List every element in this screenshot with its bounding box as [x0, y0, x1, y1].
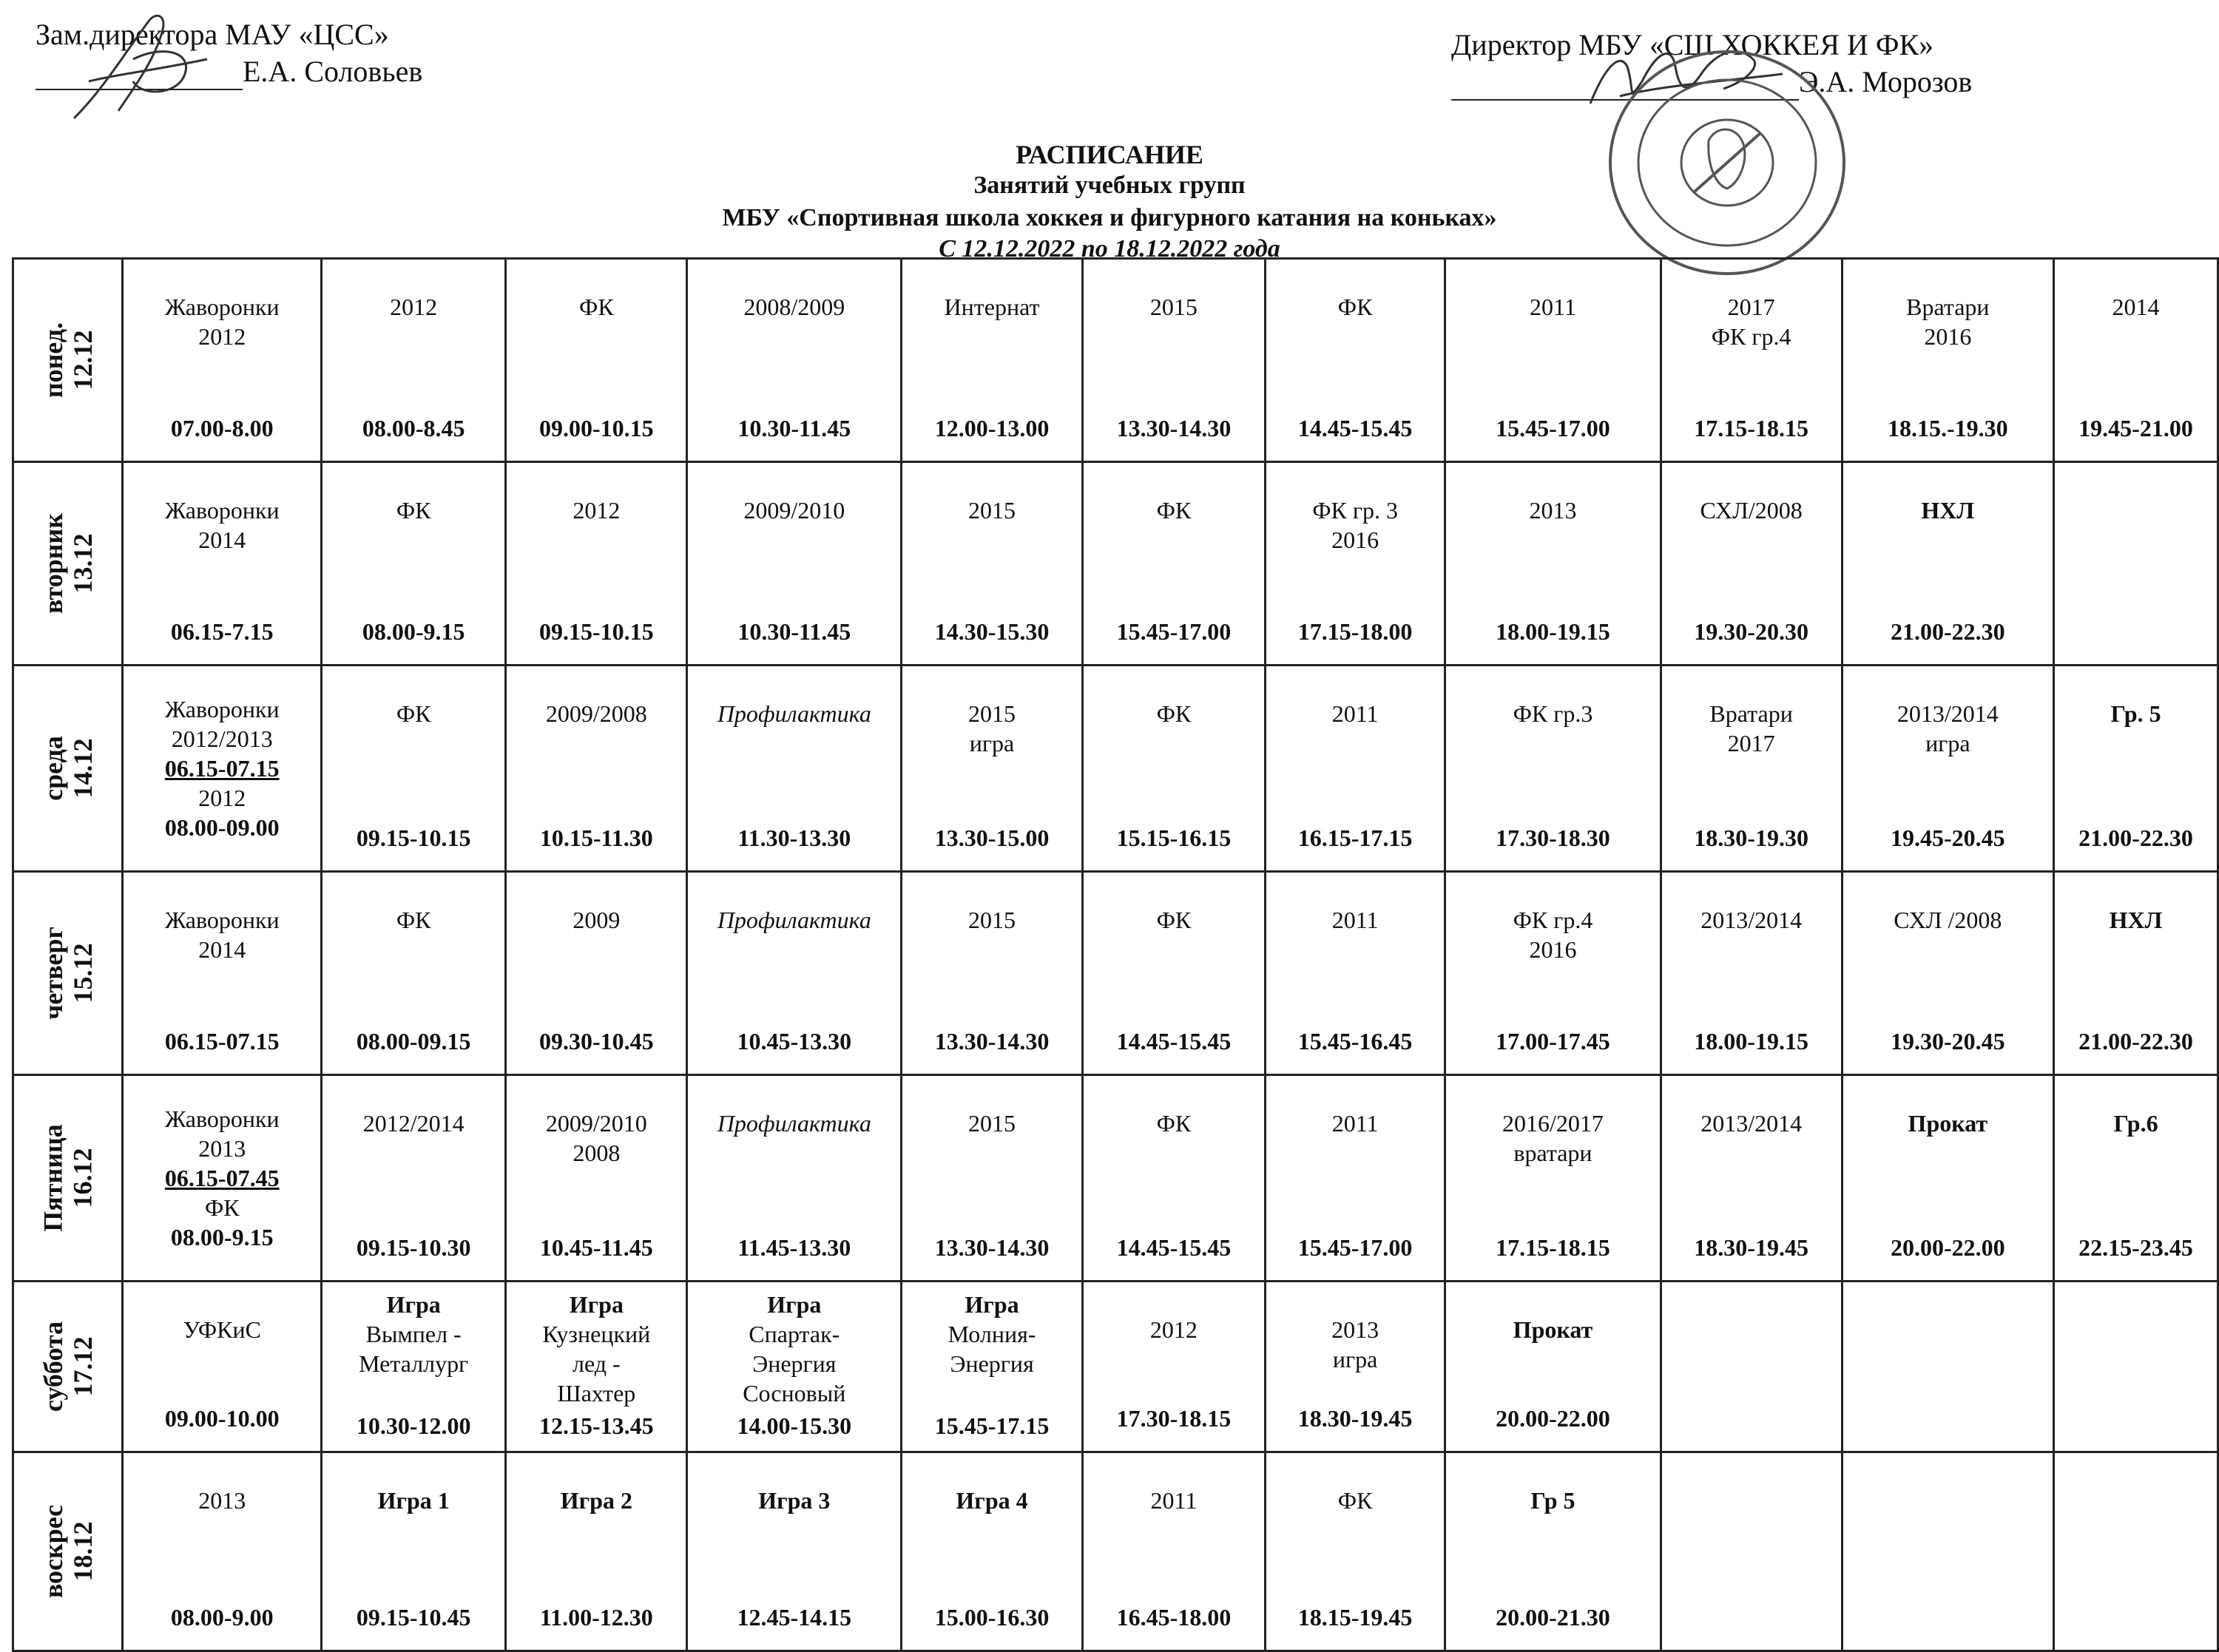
schedule-cell: [1842, 872, 2053, 1075]
session-time: 14.45-15.45: [1297, 415, 1413, 441]
schedule-heading: РАСПИСАНИЕ: [1016, 140, 1203, 169]
group-label: 2013: [198, 1487, 246, 1514]
group-label: СХЛ /2008: [1894, 907, 2002, 933]
group-label: Жаворонки 2014: [164, 907, 280, 963]
approval-left-name: Е.А. Соловьев: [243, 55, 423, 88]
session-time: 07.00-8.00: [170, 415, 274, 441]
schedule-cell: [1265, 666, 1445, 872]
session-time: 13.30-14.30: [1116, 415, 1232, 441]
day-name: суббота: [38, 1321, 68, 1412]
session-time: 13.30-14.30: [934, 1234, 1050, 1261]
schedule-cell: [123, 462, 322, 666]
group-label: ФК: [1156, 1110, 1192, 1137]
group-label: Профилактика: [717, 907, 871, 933]
group-label: Жаворонки 2012: [164, 294, 280, 350]
schedule-cell: [687, 462, 902, 666]
session-time: 14.30-15.30: [934, 618, 1050, 645]
schedule-cell: [322, 1282, 506, 1452]
session-time-secondary: 08.00-09.00: [164, 814, 280, 841]
session-time: 20.00-22.00: [1496, 1405, 1610, 1432]
session-time: 19.45-20.45: [1890, 825, 2005, 851]
group-label: НХЛ: [2109, 907, 2163, 933]
schedule-cell: [1265, 462, 1445, 666]
group-label: 2012: [1149, 1316, 1198, 1343]
schedule-cell: [1445, 1282, 1661, 1452]
session-time: 15.45-17.15: [934, 1412, 1050, 1439]
session-time: 06.15-7.15: [170, 618, 274, 645]
schedule-cell: [902, 1282, 1083, 1452]
schedule-cell: [1082, 1452, 1265, 1651]
session-time: 18.00-19.15: [1694, 1028, 1808, 1054]
session-time: 06.15-07.15: [164, 755, 280, 782]
schedule-row: [13, 259, 2218, 462]
day-date: 12.12: [67, 330, 98, 390]
group-label: 2014: [2112, 294, 2160, 320]
session-time: 10.30-11.45: [737, 618, 851, 645]
group-label: Гр 5: [1530, 1487, 1575, 1514]
session-time: 10.15-11.30: [539, 825, 653, 851]
session-time: 18.30-19.45: [1694, 1234, 1808, 1261]
game-teams: Вымпел - Металлург: [359, 1321, 469, 1377]
session-time: 08.00-09.15: [356, 1028, 471, 1054]
schedule-cell: [123, 872, 322, 1075]
schedule-row: [13, 666, 2218, 872]
session-time: 21.00-22.30: [1890, 618, 2005, 645]
session-time: 09.00-10.00: [164, 1405, 280, 1432]
day-cell: [13, 1282, 123, 1452]
group-label: ФК: [1156, 497, 1192, 524]
day-cell: [13, 259, 123, 462]
session-time: 17.15-18.00: [1297, 618, 1413, 645]
schedule-cell: [506, 1452, 687, 1651]
session-time: 17.30-18.30: [1496, 825, 1610, 851]
session-time: 20.00-22.00: [1890, 1234, 2005, 1261]
schedule-cell: [902, 1075, 1083, 1282]
session-time: 08.00-8.45: [362, 415, 465, 441]
game-label: Игра: [569, 1291, 624, 1318]
group-label: 2012: [390, 294, 438, 320]
group-label: 2009/2010: [743, 497, 845, 524]
session-time: 08.00-9.15: [362, 618, 465, 645]
session-time: 11.00-12.30: [539, 1604, 653, 1631]
group-label: 2015: [968, 497, 1016, 524]
schedule-cell: [687, 1282, 902, 1452]
day-name: воскрес: [38, 1504, 68, 1598]
school-name: МБУ «Спортивная школа хоккея и фигурного катания на коньках»: [722, 204, 1497, 231]
session-time: 10.45-11.45: [539, 1234, 653, 1261]
day-date: 17.12: [67, 1336, 98, 1397]
schedule-row: [13, 872, 2218, 1075]
session-time: 18.00-19.15: [1496, 618, 1610, 645]
session-time: 15.00-16.30: [934, 1604, 1050, 1631]
session-time: 09.15-10.15: [539, 618, 654, 645]
game-teams: Спартак- Энергия Сосновый: [743, 1321, 846, 1406]
schedule-cell: [687, 666, 902, 872]
group-label: Гр.6: [2113, 1110, 2158, 1137]
schedule-cell: [1265, 1282, 1445, 1452]
session-time: 15.45-16.45: [1297, 1028, 1413, 1054]
schedule-cell: [2054, 1452, 2218, 1651]
day-name: среда: [38, 735, 68, 801]
schedule-cell: [1265, 259, 1445, 462]
schedule-cell: [1842, 1452, 2053, 1651]
schedule-cell: [1445, 259, 1661, 462]
schedule-period: С 12.12.2022 по 18.12.2022 года: [939, 235, 1280, 263]
session-time: 06.15-07.15: [164, 1028, 280, 1054]
schedule-cell: [322, 1075, 506, 1282]
schedule-cell: [322, 872, 506, 1075]
group-label: Прокат: [1513, 1316, 1593, 1343]
session-time: 09.15-10.15: [356, 825, 471, 851]
schedule-cell: [1082, 1075, 1265, 1282]
schedule-cell: [687, 259, 902, 462]
schedule-cell: [1842, 666, 2053, 872]
schedule-cell: [123, 1282, 322, 1452]
group-label: 2012/2014: [362, 1110, 465, 1137]
day-cell: [13, 1075, 123, 1282]
group-label: ФК: [1337, 294, 1373, 320]
session-time: 14.00-15.30: [737, 1412, 852, 1439]
day-date: 13.12: [67, 533, 98, 594]
game-label: Игра: [767, 1291, 822, 1318]
group-label: Игра 2: [560, 1487, 632, 1514]
schedule-cell: [322, 1452, 506, 1651]
schedule-cell: [2054, 462, 2218, 666]
group-label: 2012: [573, 497, 621, 524]
group-label: 2009: [573, 907, 621, 933]
session-time: 21.00-22.30: [2078, 1028, 2193, 1054]
session-time: 10.30-11.45: [737, 415, 851, 441]
session-time: 16.45-18.00: [1116, 1604, 1232, 1631]
session-time: 18.15.-19.30: [1887, 415, 2008, 441]
schedule-cell: [1661, 1075, 1842, 1282]
schedule-cell: [1082, 259, 1265, 462]
group-label: Вратари 2016: [1906, 294, 1990, 350]
schedule-cell: [123, 1452, 322, 1651]
day-date: 15.12: [67, 943, 98, 1003]
schedule-cell: [123, 1075, 322, 1282]
schedule-cell: [1661, 259, 1842, 462]
group-label: 2015: [968, 1110, 1016, 1137]
schedule-cell: [1661, 666, 1842, 872]
schedule-cell: [687, 1452, 902, 1651]
schedule-cell: [1445, 666, 1661, 872]
group-label-secondary: 2012: [198, 785, 246, 811]
schedule-cell: [506, 666, 687, 872]
session-time: 18.15-19.45: [1297, 1604, 1413, 1631]
schedule-cell: [1445, 1452, 1661, 1651]
group-label: 2013/2014: [1700, 1110, 1803, 1137]
session-time: 08.00-9.00: [170, 1604, 274, 1631]
session-time: 14.45-15.45: [1116, 1234, 1232, 1261]
session-time: 09.00-10.15: [539, 415, 654, 441]
schedule-cell: [1082, 1282, 1265, 1452]
schedule-cell: [687, 872, 902, 1075]
group-label: 2015: [968, 907, 1016, 933]
schedule-cell: [322, 259, 506, 462]
session-time: 06.15-07.45: [164, 1165, 280, 1191]
group-label: 2011: [1331, 700, 1379, 727]
group-label: 2011: [1150, 1487, 1198, 1514]
day-cell: [13, 462, 123, 666]
session-time: 17.15-18.15: [1694, 415, 1808, 441]
session-time: 11.30-13.30: [737, 825, 851, 851]
group-label: Игра 3: [758, 1487, 831, 1514]
schedule-cell: [687, 1075, 902, 1282]
group-label: ФК: [396, 497, 431, 524]
group-label: ФК: [579, 294, 614, 320]
group-label: 2011: [1331, 1110, 1379, 1137]
group-label: Игра 4: [956, 1487, 1028, 1514]
schedule-cell: [1842, 462, 2053, 666]
group-label: 2015: [1149, 294, 1198, 320]
group-label: 2009/2008: [545, 700, 647, 727]
schedule-cell: [123, 666, 322, 872]
session-time: 10.30-12.00: [356, 1412, 471, 1439]
day-date: 18.12: [67, 1521, 98, 1581]
group-label: 2008/2009: [743, 294, 845, 320]
session-time: 15.45-17.00: [1297, 1234, 1413, 1261]
schedule-cell: [2054, 1282, 2218, 1452]
schedule-table: [12, 257, 2219, 1652]
schedule-row: [13, 1282, 2218, 1452]
signature-left-image: [44, 0, 266, 133]
group-label: ФК: [1337, 1487, 1373, 1514]
session-time: 12.15-13.45: [539, 1412, 654, 1439]
schedule-cell: [506, 259, 687, 462]
schedule-cell: [902, 666, 1083, 872]
schedule-cell: [322, 462, 506, 666]
game-label: Игра: [965, 1291, 1019, 1318]
group-label: Гр. 5: [2110, 700, 2161, 727]
session-time: 13.30-15.00: [934, 825, 1050, 851]
schedule-row: [13, 1452, 2218, 1651]
group-label: 2011: [1530, 294, 1576, 320]
schedule-subheading: Занятий учебных групп: [973, 172, 1246, 199]
group-label: Игра 1: [377, 1487, 450, 1514]
schedule-cell: [1445, 872, 1661, 1075]
schedule-cell: [506, 872, 687, 1075]
schedule-cell: [1661, 872, 1842, 1075]
schedule-cell: [902, 1452, 1083, 1651]
schedule-cell: [1661, 1452, 1842, 1651]
group-label: 2013: [1529, 497, 1577, 524]
group-label: ФК: [1156, 907, 1192, 933]
session-time: 20.00-21.30: [1496, 1604, 1610, 1631]
group-label: 2015 игра: [968, 700, 1016, 756]
schedule-cell: [322, 666, 506, 872]
approval-left-title: Зам.директора МАУ «ЦСС»: [36, 18, 389, 51]
session-time: 12.45-14.15: [737, 1604, 852, 1631]
schedule-row: [13, 1075, 2218, 1282]
session-time: 19.30-20.45: [1890, 1028, 2005, 1054]
schedule-cell: [1265, 1452, 1445, 1651]
game-teams: Кузнецкий лед - Шахтер: [542, 1321, 651, 1406]
group-label: ФК гр.3: [1513, 700, 1593, 727]
schedule-cell: [123, 259, 322, 462]
schedule-cell: [1445, 1075, 1661, 1282]
schedule-cell: [1082, 666, 1265, 872]
approval-right-title: Директор МБУ «СШ ХОККЕЯ И ФК»: [1451, 28, 1934, 61]
session-time: 09.30-10.45: [539, 1028, 654, 1054]
schedule-cell: [1842, 259, 2053, 462]
game-teams: Молния- Энергия: [948, 1321, 1036, 1377]
session-time: 15.15-16.15: [1116, 825, 1232, 851]
schedule-cell: [506, 1075, 687, 1282]
schedule-cell: [1082, 872, 1265, 1075]
schedule-cell: [1842, 1282, 2053, 1452]
session-time: 12.00-13.00: [934, 415, 1050, 441]
schedule-cell: [902, 872, 1083, 1075]
group-label: Профилактика: [717, 700, 871, 727]
schedule-cell: [1842, 1075, 2053, 1282]
schedule-cell: [2054, 872, 2218, 1075]
day-name: понед.: [38, 322, 68, 398]
schedule-cell: [902, 462, 1083, 666]
day-cell: [13, 872, 123, 1075]
group-label: Профилактика: [717, 1110, 871, 1137]
schedule-cell: [1082, 462, 1265, 666]
day-name: четверг: [38, 926, 68, 1020]
group-label: 2011: [1331, 907, 1379, 933]
session-time: 15.45-17.00: [1116, 618, 1232, 645]
group-label: ФК: [396, 700, 431, 727]
session-time: 09.15-10.45: [356, 1604, 471, 1631]
session-time: 15.45-17.00: [1496, 415, 1610, 441]
session-time: 19.45-21.00: [2078, 415, 2193, 441]
group-label: Вратари 2017: [1709, 700, 1793, 756]
group-label: 2009/2010 2008: [545, 1110, 647, 1166]
session-time: 11.45-13.30: [737, 1234, 851, 1261]
group-label: Прокат: [1908, 1110, 1988, 1137]
session-time: 17.30-18.15: [1116, 1405, 1232, 1432]
day-date: 16.12: [67, 1148, 98, 1208]
session-time: 21.00-22.30: [2078, 825, 2193, 851]
session-time: 09.15-10.30: [356, 1234, 471, 1261]
session-time-secondary: 08.00-9.15: [170, 1224, 274, 1250]
session-time: 16.15-17.15: [1297, 825, 1413, 851]
session-time: 14.45-15.45: [1116, 1028, 1232, 1054]
schedule-cell: [2054, 1075, 2218, 1282]
schedule-cell: [1661, 1282, 1842, 1452]
game-label: Игра: [386, 1291, 441, 1318]
schedule-cell: [902, 259, 1083, 462]
group-label: ФК гр.4 2016: [1513, 907, 1593, 963]
session-time: 19.30-20.30: [1694, 618, 1808, 645]
session-time: 17.00-17.45: [1496, 1028, 1610, 1054]
group-label: Жаворонки 2014: [164, 497, 280, 553]
group-label-secondary: ФК: [204, 1194, 240, 1221]
day-cell: [13, 666, 123, 872]
group-label: НХЛ: [1921, 497, 1975, 524]
day-cell: [13, 1452, 123, 1651]
session-time: 18.30-19.45: [1297, 1405, 1413, 1432]
session-time: 22.15-23.45: [2078, 1234, 2193, 1261]
session-time: 10.45-13.30: [737, 1028, 852, 1054]
group-label: 2016/2017 вратари: [1502, 1110, 1604, 1166]
schedule-cell: [1265, 872, 1445, 1075]
schedule-cell: [2054, 259, 2218, 462]
schedule-cell: [1661, 462, 1842, 666]
session-time: 17.15-18.15: [1496, 1234, 1610, 1261]
group-label: ФК гр. 3 2016: [1312, 497, 1398, 553]
schedule-cell: [2054, 666, 2218, 872]
group-label: 2013/2014: [1700, 907, 1803, 933]
group-label: Жаворонки 2012/2013: [164, 696, 280, 752]
group-label: Жаворонки 2013: [164, 1106, 280, 1162]
approval-right-name: Э.А. Морозов: [1799, 65, 1973, 98]
group-label: ФК: [1156, 700, 1192, 727]
schedule-cell: [1445, 462, 1661, 666]
group-label: Интернат: [944, 294, 1040, 320]
session-time: 13.30-14.30: [934, 1028, 1050, 1054]
day-name: Пятница: [38, 1123, 68, 1232]
group-label: ФК: [396, 907, 431, 933]
schedule-cell: [506, 462, 687, 666]
group-label: СХЛ/2008: [1700, 497, 1803, 524]
schedule-row: [13, 462, 2218, 666]
group-label: УФКиС: [183, 1316, 261, 1343]
group-label: 2017 ФК гр.4: [1711, 294, 1791, 350]
schedule-cell: [506, 1282, 687, 1452]
group-label: 2013/2014 игра: [1897, 700, 1999, 756]
day-name: вторник: [38, 512, 68, 614]
session-time: 18.30-19.30: [1694, 825, 1808, 851]
group-label: 2013 игра: [1331, 1316, 1379, 1372]
schedule-cell: [1265, 1075, 1445, 1282]
day-date: 14.12: [67, 738, 98, 798]
